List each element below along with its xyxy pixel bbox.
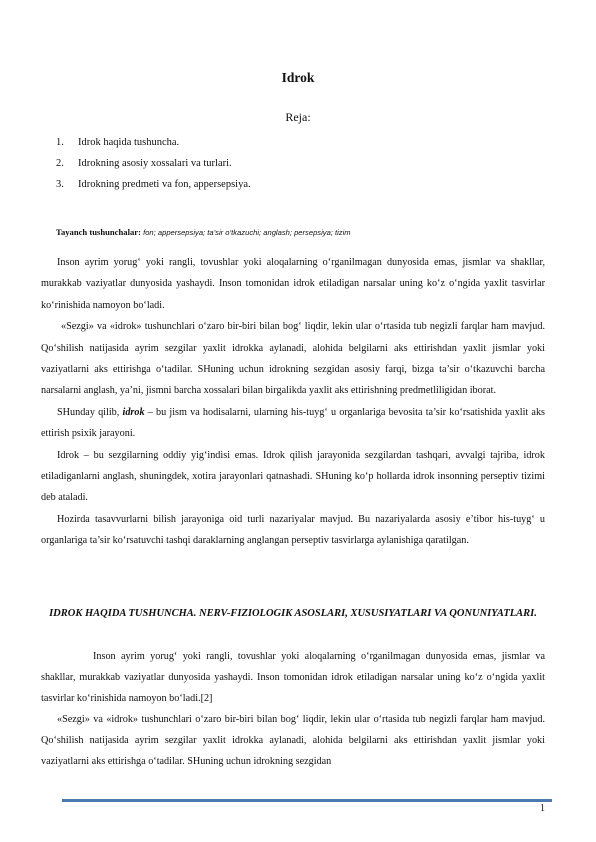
intro-text [41,252,545,552]
plan-item-text: Idrok haqida tushuncha. [78,137,180,148]
plan-item [56,132,556,153]
paragraph: Idrok – bu sezgilarning oddiy yig‘indisi emas. Idrok qilish jarayonida sezgilardan tashqari, avvalgi tajriba, idrok etiladiganlarni anglash, shuningdek, xotira jarayonlari qatnashadi. SHuning ko‘p hollarda idrok insonning perseptiv tizimi deb ataladi. [41,449,545,504]
plan-heading: Reja: [285,110,311,124]
paragraph: «Sezgi» va «idrok» tushunchlari o‘zaro bir-biri bilan bog‘ liqdir, lekin ular o‘rtasida tub negizli farqlar ham mavjud. Qo‘shilish natijasida ayrim sezgilar yaxlit idrokka aylanadi, alohida belgilarni aks ettirishdan yaxlit jismlar yoki vaziyatlarni aks ettirishga o‘tadilar. SHuning uchun idrokning sezgidan [41,714,545,767]
plan-item-number: 3. [56,179,64,190]
plan-list [56,132,556,195]
plan-item-number: 1. [56,137,64,148]
page-number: 1 [540,803,545,814]
plan-item-text: Idrokning predmeti va fon, appersepsiya. [78,179,251,190]
key-terms-label: Tayanch tushunchalar: [56,227,141,237]
paragraph-lead: SHunday qilib, [57,406,123,418]
paragraph-rest: – bu jism va hodisalarni, ularning his-tuyg‘ u organlariga bevosita ta’sir ko‘rsatishida yaxlit aks ettirish psixik jarayoni. [41,406,545,440]
section-heading: IDROK HAQIDA TUSHUNCHA. NERV-FIZIOLOGIK ASOSLARI, XUSUSIYATLARI VA QONUNIYATLARI. [49,608,537,619]
plan-item-number: 2. [56,158,64,169]
key-terms [56,226,556,239]
plan-item-text: Idrokning asosiy xossalari va turlari. [78,158,232,169]
footer-rule [62,799,552,802]
paragraph: «Sezgi» va «idrok» tushunchlari o‘zaro bir-biri bilan bog‘ liqdir, lekin ular o‘rtasida tub negizli farqlar ham mavjud. Qo‘shilish natijasida ayrim sezgilar yaxlit idrokka aylanadi, alohida belgilarni aks ettirishdan yaxlit jismlar yoki vaziyatlarni aks ettirishga o‘tadilar. SHuning uchun idrokning sezgidan asosiy farqi, bizga ta’sir o‘tkazuvchi barcha narsalarni anglash, ya’ni, jismni barcha xossalari bilan birgalikda yaxlit aks ettirishning predmetliligidan iborat. [41,321,545,397]
keyword-idrok: idrok [122,406,145,418]
paragraph: Hozirda tasavvurlarni bilish jarayoniga oid turli nazariyalar mavjud. Bu nazariyalarda asosiy e’tibor his-tuyg‘ u organlariga ta’sir ko‘rsatuvchi tashqi daraklarning anglangan perseptiv tasvirlarga aylanishiga qaratilgan. [41,513,545,547]
paragraph: Inson ayrim yorug‘ yoki rangli, tovushlar yoki aloqalarning o‘rganilmagan dunyosida emas, jismlar va shakllar, murakkab vaziyatlar dunyosida yashaydi. Inson tomonidan idrok etiladigan narsalar uning ko‘z o‘ngida yaxlit tasvirlar ko‘rinishida namoyon bo‘ladi. [41,257,545,311]
paragraph [41,402,545,445]
plan-item [56,153,556,174]
page-title: Idrok [281,70,315,85]
section-text [41,646,545,772]
key-terms-list: fon; appersepsiya; ta’sir o‘tkazuchi; anglash; persepsiya; tizim [143,228,351,237]
paragraph: Inson ayrim yorug‘ yoki rangli, tovushlar yoki aloqalarning o‘rganilmagan dunyosida emas, jismlar va shakllar, murakkab vaziyatlar dunyosida yashaydi. Inson tomonidan idrok etiladigan narsalar uning ko‘z o‘ngida yaxlit tasvirlar ko‘rinishida namoyon bo‘ladi.[2] [41,651,545,704]
plan-item [56,174,556,195]
